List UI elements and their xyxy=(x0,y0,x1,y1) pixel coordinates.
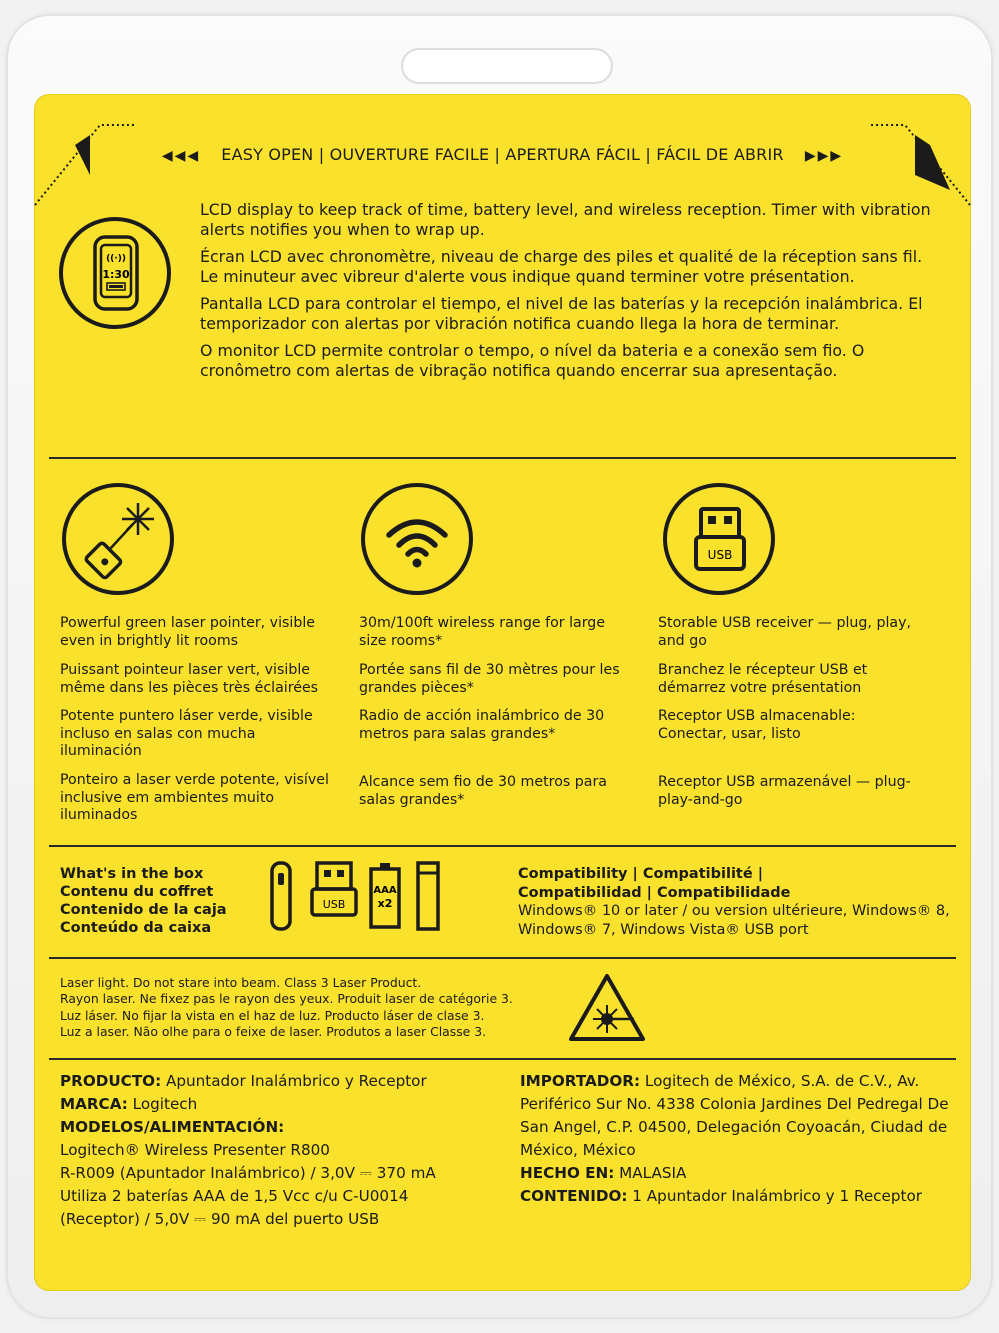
usb-text-es: Receptor USB almacenable: Conectar, usar, listo xyxy=(658,708,856,742)
producto-label: PRODUCTO: xyxy=(60,1072,162,1090)
compat-body: Windows® 10 or later / ou version ultérieure, Windows® 8, Windows® 7, Windows Vista® USB port xyxy=(518,903,950,938)
marca-label: MARCA: xyxy=(60,1095,128,1113)
lcd-text-en: LCD display to keep track of time, battery level, and wireless reception. Timer with vibration alerts notifies you when to wrap up. xyxy=(200,200,931,239)
lcd-display-icon xyxy=(59,217,171,329)
laser-text-es: Potente puntero láser verde, visible incluso en salas con mucha iluminación xyxy=(60,708,313,760)
whats-in-the-box-title xyxy=(60,865,227,937)
legal-info-right xyxy=(520,1070,950,1208)
laser-text-en: Powerful green laser pointer, visible even in brightly lit rooms xyxy=(60,615,316,649)
usb-text-pt: Receptor USB armazenável — plug-play-and-go xyxy=(658,774,911,808)
warning-en: Laser light. Do not stare into beam. Class 3 Laser Product. xyxy=(60,975,422,990)
battery-icon xyxy=(371,863,399,927)
usb-receiver-icon xyxy=(312,863,356,915)
hecho-value: MALASIA xyxy=(614,1164,687,1182)
usb-icon-label: USB xyxy=(707,548,733,562)
left-perforation-corner[interactable] xyxy=(35,115,145,225)
box-contents-icons xyxy=(268,861,448,933)
producto-line xyxy=(60,1070,500,1093)
lcd-time-text: 1:30 xyxy=(102,268,130,281)
contenido-label: CONTENIDO: xyxy=(520,1187,628,1205)
compatibility-info xyxy=(518,865,958,939)
usb-text-fr: Branchez le récepteur USB et démarrez votre présentation xyxy=(658,662,868,696)
laser-text-pt: Ponteiro a laser verde potente, visível inclusive em ambientes muito iluminados xyxy=(60,772,329,824)
producto-value: Apuntador Inalámbrico y Receptor xyxy=(161,1072,427,1090)
modelos-line-3: Utiliza 2 baterías AAA de 1,5 Vcc c/u C-U0014 xyxy=(60,1187,409,1205)
wireless-text-en: 30m/100ft wireless range for large size rooms* xyxy=(359,615,606,649)
divider xyxy=(49,845,956,847)
marca-line xyxy=(60,1093,500,1116)
importador-value: Logitech de México, S.A. de C.V., Av. Periférico Sur No. 4338 Colonia Jardines Del Pedregal De San Angel, C.P. 04500, Delegación Coyoacán, Ciudad de México, México xyxy=(520,1072,949,1159)
usb-feature-text xyxy=(658,615,928,835)
usb-receiver-icon xyxy=(663,483,775,595)
divider xyxy=(49,957,956,959)
warning-es: Luz láser. No fijar la vista en el haz de luz. Producto láser de clase 3. xyxy=(60,1007,485,1023)
divider xyxy=(49,457,956,459)
easy-open-text: EASY OPEN | OUVERTURE FACILE | APERTURA FÁCIL | FÁCIL DE ABRIR xyxy=(221,145,784,164)
wireless-feature-text xyxy=(359,615,629,835)
laser-warning xyxy=(60,975,560,1041)
lcd-text-es: Pantalla LCD para controlar el tiempo, el nivel de las baterías y la recepción inalámbrica. El temporizador con alertas por vibración notifica cuando llega la hora de terminar. xyxy=(200,294,923,333)
wireless-text-fr: Portée sans fil de 30 mètres pour les grandes pièces* xyxy=(359,662,620,696)
compat-title-1: Compatibility | Compatibilité | xyxy=(518,866,764,882)
box-title-pt: Conteúdo da caixa xyxy=(60,920,212,936)
importador-block xyxy=(520,1070,950,1162)
battery-count-label: x2 xyxy=(377,897,393,910)
easy-open-banner[interactable] xyxy=(35,145,970,164)
left-arrows: ◀◀◀ xyxy=(161,148,201,164)
warning-pt: Luz a laser. Não olhe para o feixe de laser. Produtos a laser Classe 3. xyxy=(60,1024,487,1040)
lcd-description xyxy=(200,200,940,388)
laser-hazard-icon xyxy=(568,973,646,1043)
modelos-label: MODELOS/ALIMENTACIÓN: xyxy=(60,1118,285,1136)
box-usb-label: USB xyxy=(322,898,346,911)
laser-pointer-icon xyxy=(62,483,174,595)
laser-feature-text xyxy=(60,615,330,835)
wireless-text-pt: Alcance sem fio de 30 metros para salas grandes* xyxy=(359,774,607,808)
lcd-signal-text: ((·)) xyxy=(106,254,126,264)
compat-title-2: Compatibilidad | Compatibilidade xyxy=(518,884,791,901)
wireless-text-es: Radio de acción inalámbrico de 30 metros para salas grandes* xyxy=(359,708,605,742)
warning-fr: Rayon laser. Ne fixez pas le rayon des yeux. Produit laser de catégorie 3. xyxy=(60,991,513,1007)
hecho-label: HECHO EN: xyxy=(520,1164,615,1182)
usb-text-en: Storable USB receiver — plug, play, and go xyxy=(658,615,911,649)
box-title-es: Contenido de la caja xyxy=(60,902,227,918)
box-title-en: What's in the box xyxy=(60,866,204,882)
box-title-fr: Contenu du coffret xyxy=(60,884,214,900)
legal-info-left xyxy=(60,1070,500,1231)
modelos-line-1: Logitech® Wireless Presenter R800 xyxy=(60,1141,330,1159)
battery-type-label: AAA xyxy=(373,885,397,896)
contenido-value: 1 Apuntador Inalámbrico y 1 Receptor xyxy=(627,1187,922,1205)
presenter-icon xyxy=(272,863,290,929)
hecho-line xyxy=(520,1162,950,1185)
divider xyxy=(49,1058,956,1060)
laser-text-fr: Puissant pointeur laser vert, visible même dans les pièces très éclairées xyxy=(60,662,319,696)
wireless-icon xyxy=(361,483,473,595)
lcd-text-fr: Écran LCD avec chronomètre, niveau de charge des piles et qualité de la réception sans fil. Le minuteur avec vibreur d'alerte vous indique quand terminer votre présentation. xyxy=(200,247,923,286)
yellow-card xyxy=(35,95,970,1290)
modelos-line-4: (Receptor) / 5,0V ⎓ 90 mA del puerto USB xyxy=(60,1210,380,1228)
importador-label: IMPORTADOR: xyxy=(520,1072,641,1090)
contenido-block xyxy=(520,1185,950,1208)
right-arrows: ▶▶▶ xyxy=(804,148,844,164)
carrying-pouch-icon xyxy=(418,863,438,929)
hang-hole xyxy=(401,48,613,84)
marca-value: Logitech xyxy=(127,1095,198,1113)
lcd-text-pt: O monitor LCD permite controlar o tempo, o nível da bateria e a conexão sem fio. O cronômetro com alertas de vibração notifica quando encerrar sua apresentação. xyxy=(200,341,865,380)
modelos-line-2: R-R009 (Apuntador Inalámbrico) / 3,0V ⎓ 370 mA xyxy=(60,1164,436,1182)
